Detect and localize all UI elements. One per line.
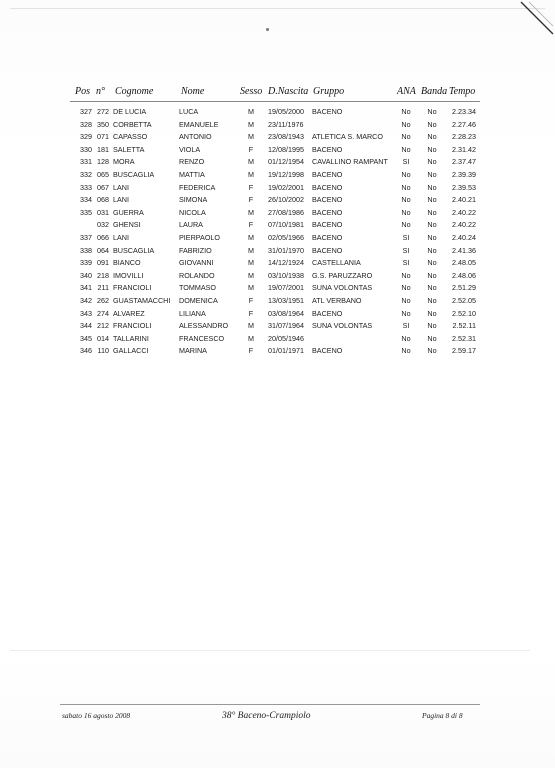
- cell-tempo: 2.48.06: [452, 270, 476, 280]
- cell-number: 218: [97, 270, 109, 280]
- cell-sesso: F: [248, 295, 254, 305]
- table-row: [0, 332, 555, 345]
- cell-nascita: 23/11/1976: [268, 119, 304, 129]
- cell-cognome: FRANCIOLI: [113, 283, 152, 293]
- cell-pos: 328: [80, 119, 92, 129]
- cell-cognome: GHENSI: [113, 220, 141, 230]
- cell-number: 211: [97, 283, 109, 293]
- cell-nascita: 12/08/1995: [268, 144, 304, 154]
- cell-sesso: M: [248, 245, 254, 255]
- cell-nascita: 27/08/1986: [268, 207, 304, 217]
- cell-cognome: GUASTAMACCHI: [113, 295, 171, 305]
- cell-gruppo: SUNA VOLONTAS: [312, 321, 373, 331]
- table-row: [0, 231, 555, 244]
- cell-nome: SIMONA: [179, 195, 208, 205]
- cell-nome: ALESSANDRO: [179, 321, 229, 331]
- cell-cognome: TALLARINI: [113, 333, 149, 343]
- cell-ana: No: [401, 283, 411, 293]
- cell-gruppo: BACENO: [312, 220, 343, 230]
- table-row: [0, 118, 555, 131]
- table-row: [0, 256, 555, 269]
- cell-ana: SI: [402, 258, 410, 268]
- cell-nome: NICOLA: [179, 207, 206, 217]
- cell-sesso: F: [248, 220, 254, 230]
- cell-banda: No: [427, 232, 437, 242]
- cell-tempo: 2.40.22: [452, 220, 476, 230]
- table-row: [0, 168, 555, 181]
- cell-sesso: M: [248, 119, 254, 129]
- cell-number: 032: [97, 220, 109, 230]
- cell-ana: No: [401, 333, 411, 343]
- cell-cognome: CORBETTA: [113, 119, 152, 129]
- cell-number: 274: [97, 308, 109, 318]
- cell-banda: No: [427, 119, 437, 129]
- cell-sesso: M: [248, 258, 254, 268]
- cell-ana: No: [401, 207, 411, 217]
- cell-nascita: 23/08/1943: [268, 132, 304, 142]
- cell-ana: SI: [402, 245, 410, 255]
- cell-sesso: M: [248, 270, 254, 280]
- cell-cognome: ALVAREZ: [113, 308, 145, 318]
- cell-nascita: 03/08/1964: [268, 308, 304, 318]
- cell-tempo: 2.52.31: [452, 333, 476, 343]
- cell-cognome: GALLACCI: [113, 346, 149, 356]
- cell-nome: ROLANDO: [179, 270, 215, 280]
- cell-nascita: 19/05/2000: [268, 107, 304, 116]
- cell-cognome: CAPASSO: [113, 132, 148, 142]
- cell-nome: LUCA: [179, 107, 199, 116]
- cell-number: 066: [97, 232, 109, 242]
- cell-ana: No: [401, 308, 411, 318]
- cell-sesso: F: [248, 144, 254, 154]
- cell-nome: VIOLA: [179, 144, 201, 154]
- cell-cognome: BIANCO: [113, 258, 141, 268]
- cell-banda: No: [427, 169, 437, 179]
- cell-banda: No: [427, 157, 437, 167]
- cell-gruppo: BACENO: [312, 195, 343, 205]
- header-nome: Nome: [181, 86, 205, 97]
- cell-number: 350: [97, 119, 109, 129]
- cell-pos: 338: [80, 245, 92, 255]
- cell-number: 068: [97, 195, 109, 205]
- table-row: [0, 294, 555, 307]
- cell-gruppo: BACENO: [312, 232, 343, 242]
- table-row: [0, 130, 555, 143]
- cell-nascita: 02/05/1966: [268, 232, 304, 242]
- cell-nome: TOMMASO: [179, 283, 217, 293]
- cell-nome: DOMENICA: [179, 295, 218, 305]
- results-table-body: [0, 105, 555, 357]
- cell-number: 014: [97, 333, 109, 343]
- cell-nome: FEDERICA: [179, 182, 216, 192]
- cell-nascita: 13/03/1951: [268, 295, 304, 305]
- cell-nome: MARINA: [179, 346, 207, 356]
- cell-pos: 335: [80, 207, 92, 217]
- cell-gruppo: SUNA VOLONTAS: [312, 283, 373, 293]
- cell-ana: No: [401, 195, 411, 205]
- table-row: [0, 307, 555, 320]
- cell-pos: 343: [80, 308, 92, 318]
- table-row: [0, 344, 555, 357]
- cell-cognome: MORA: [113, 157, 135, 167]
- cell-gruppo: CASTELLANIA: [312, 258, 361, 268]
- header-cognome: Cognome: [115, 86, 154, 97]
- cell-nascita: 19/12/1998: [268, 169, 304, 179]
- cell-tempo: 2.51.29: [452, 283, 476, 293]
- cell-nascita: 19/07/2001: [268, 283, 304, 293]
- cell-number: 071: [97, 132, 109, 142]
- scan-artifact-line: [10, 8, 545, 9]
- cell-nascita: 20/05/1946: [268, 333, 304, 343]
- cell-number: 091: [97, 258, 109, 268]
- cell-pos: 327: [80, 107, 92, 116]
- cell-gruppo: BACENO: [312, 182, 343, 192]
- page-corner-fold: [515, 0, 555, 40]
- footer-page-number: Pagina 8 di 8: [422, 711, 463, 720]
- cell-sesso: M: [248, 333, 254, 343]
- cell-cognome: LANI: [113, 195, 129, 205]
- cell-cognome: DE LUCIA: [113, 107, 147, 116]
- cell-nascita: 07/10/1981: [268, 220, 304, 230]
- cell-sesso: M: [248, 283, 254, 293]
- header-ana: ANA: [397, 86, 416, 97]
- cell-pos: 333: [80, 182, 92, 192]
- cell-gruppo: BACENO: [312, 107, 343, 116]
- cell-tempo: 2.39.53: [452, 182, 476, 192]
- cell-number: 067: [97, 182, 109, 192]
- cell-banda: No: [427, 258, 437, 268]
- cell-cognome: FRANCIOLI: [113, 321, 152, 331]
- cell-tempo: 2.40.24: [452, 232, 476, 242]
- table-row: [0, 143, 555, 156]
- cell-banda: No: [427, 207, 437, 217]
- cell-ana: SI: [402, 157, 410, 167]
- cell-tempo: 2.48.05: [452, 258, 476, 268]
- cell-nascita: 01/01/1971: [268, 346, 304, 356]
- cell-tempo: 2.23.34: [452, 107, 476, 116]
- cell-ana: No: [401, 220, 411, 230]
- cell-cognome: GUERRA: [113, 207, 144, 217]
- cell-nome: EMANUELE: [179, 119, 219, 129]
- cell-nascita: 14/12/1924: [268, 258, 304, 268]
- cell-tempo: 2.52.10: [452, 308, 476, 318]
- cell-nome: LAURA: [179, 220, 203, 230]
- table-row: [0, 105, 555, 118]
- cell-gruppo: BACENO: [312, 308, 343, 318]
- scan-speck: [266, 28, 269, 31]
- cell-sesso: M: [248, 132, 254, 142]
- cell-number: 110: [97, 346, 109, 356]
- cell-sesso: M: [248, 232, 254, 242]
- cell-gruppo: BACENO: [312, 169, 343, 179]
- cell-gruppo: ATLETICA S. MARCO: [312, 132, 383, 142]
- cell-tempo: 2.41.36: [452, 245, 476, 255]
- footer-event-title: 38° Baceno-Crampiolo: [222, 711, 311, 721]
- cell-cognome: LANI: [113, 182, 129, 192]
- cell-tempo: 2.31.42: [452, 144, 476, 154]
- cell-nome: ANTONIO: [179, 132, 212, 142]
- cell-ana: No: [401, 107, 411, 116]
- cell-banda: No: [427, 195, 437, 205]
- cell-sesso: F: [248, 308, 254, 318]
- cell-ana: No: [401, 132, 411, 142]
- cell-pos: 345: [80, 333, 92, 343]
- cell-banda: No: [427, 283, 437, 293]
- cell-nascita: 03/10/1938: [268, 270, 304, 280]
- cell-ana: No: [401, 169, 411, 179]
- cell-gruppo: G.S. PARUZZARO: [312, 270, 373, 280]
- cell-banda: No: [427, 182, 437, 192]
- cell-cognome: SALETTA: [113, 144, 145, 154]
- cell-nome: MATTIA: [179, 169, 205, 179]
- cell-ana: No: [401, 182, 411, 192]
- cell-nome: FRANCESCO: [179, 333, 225, 343]
- cell-tempo: 2.40.22: [452, 207, 476, 217]
- cell-nascita: 01/12/1954: [268, 157, 304, 167]
- cell-banda: No: [427, 245, 437, 255]
- table-row: [0, 193, 555, 206]
- cell-nascita: 31/07/1964: [268, 321, 304, 331]
- table-row: [0, 269, 555, 282]
- cell-sesso: M: [248, 107, 254, 116]
- cell-pos: 332: [80, 169, 92, 179]
- cell-number: 212: [97, 321, 109, 331]
- cell-nome: GIOVANNI: [179, 258, 214, 268]
- cell-cognome: BUSCAGLIA: [113, 169, 155, 179]
- cell-number: 272: [97, 107, 109, 116]
- cell-ana: SI: [402, 232, 410, 242]
- cell-pos: 330: [80, 144, 92, 154]
- cell-pos: 342: [80, 295, 92, 305]
- table-row: [0, 206, 555, 219]
- cell-tempo: 2.39.39: [452, 169, 476, 179]
- header-sesso: Sesso: [240, 86, 263, 97]
- header-divider: [70, 101, 480, 102]
- cell-pos: 329: [80, 132, 92, 142]
- cell-number: 128: [97, 157, 109, 167]
- table-row: [0, 281, 555, 294]
- table-row: [0, 181, 555, 194]
- cell-cognome: BUSCAGLIA: [113, 245, 155, 255]
- cell-banda: No: [427, 295, 437, 305]
- table-row: [0, 319, 555, 332]
- cell-banda: No: [427, 308, 437, 318]
- cell-sesso: M: [248, 207, 254, 217]
- cell-sesso: M: [248, 157, 254, 167]
- cell-ana: No: [401, 295, 411, 305]
- cell-gruppo: CAVALLINO RAMPANT: [312, 157, 388, 167]
- cell-nascita: 31/01/1970: [268, 245, 304, 255]
- cell-sesso: M: [248, 169, 254, 179]
- header-nascita: D.Nascita: [268, 86, 309, 97]
- cell-sesso: F: [248, 182, 254, 192]
- cell-banda: No: [427, 132, 437, 142]
- cell-banda: No: [427, 220, 437, 230]
- table-row: [0, 244, 555, 257]
- cell-banda: No: [427, 270, 437, 280]
- cell-ana: No: [401, 144, 411, 154]
- cell-nome: RENZO: [179, 157, 205, 167]
- header-gruppo: Gruppo: [313, 86, 345, 97]
- cell-tempo: 2.40.21: [452, 195, 476, 205]
- cell-ana: No: [401, 346, 411, 356]
- cell-banda: No: [427, 107, 437, 116]
- cell-pos: 334: [80, 195, 92, 205]
- cell-gruppo: BACENO: [312, 144, 343, 154]
- cell-banda: No: [427, 333, 437, 343]
- footer-date: sabato 16 agosto 2008: [62, 711, 131, 720]
- cell-gruppo: BACENO: [312, 346, 343, 356]
- cell-pos: 344: [80, 321, 92, 331]
- cell-number: 031: [97, 207, 109, 217]
- cell-banda: No: [427, 321, 437, 331]
- cell-pos: 337: [80, 232, 92, 242]
- cell-tempo: 2.37.47: [452, 157, 476, 167]
- cell-tempo: 2.52.11: [452, 321, 476, 331]
- cell-cognome: LANI: [113, 232, 129, 242]
- cell-ana: No: [401, 270, 411, 280]
- cell-nome: FABRIZIO: [179, 245, 212, 255]
- cell-ana: SI: [402, 321, 410, 331]
- cell-banda: No: [427, 346, 437, 356]
- cell-pos: 346: [80, 346, 92, 356]
- cell-tempo: 2.52.05: [452, 295, 476, 305]
- cell-gruppo: ATL VERBANO: [312, 295, 362, 305]
- cell-pos: 331: [80, 157, 92, 167]
- cell-gruppo: BACENO: [312, 245, 343, 255]
- header-pos: Pos: [75, 86, 90, 97]
- cell-number: 065: [97, 169, 109, 179]
- cell-sesso: F: [248, 346, 254, 356]
- cell-pos: 340: [80, 270, 92, 280]
- cell-nascita: 26/10/2002: [268, 195, 304, 205]
- cell-pos: 339: [80, 258, 92, 268]
- cell-tempo: 2.59.17: [452, 346, 476, 356]
- cell-number: 064: [97, 245, 109, 255]
- cell-nome: PIERPAOLO: [179, 232, 221, 242]
- footer-divider: [60, 704, 480, 705]
- cell-sesso: M: [248, 321, 254, 331]
- table-row: [0, 155, 555, 168]
- cell-nome: LILIANA: [179, 308, 206, 318]
- cell-sesso: F: [248, 195, 254, 205]
- cell-tempo: 2.28.23: [452, 132, 476, 142]
- cell-number: 262: [97, 295, 109, 305]
- cell-gruppo: BACENO: [312, 207, 343, 217]
- scan-artifact-line: [10, 650, 530, 651]
- cell-number: 181: [97, 144, 109, 154]
- cell-cognome: IMOVILLI: [113, 270, 144, 280]
- table-row: [0, 218, 555, 231]
- cell-banda: No: [427, 144, 437, 154]
- cell-nascita: 19/02/2001: [268, 182, 304, 192]
- header-number: n°: [96, 86, 105, 97]
- header-tempo: Tempo: [449, 86, 476, 97]
- cell-ana: No: [401, 119, 411, 129]
- header-banda: Banda: [421, 86, 448, 97]
- cell-pos: 341: [80, 283, 92, 293]
- cell-tempo: 2.27.46: [452, 119, 476, 129]
